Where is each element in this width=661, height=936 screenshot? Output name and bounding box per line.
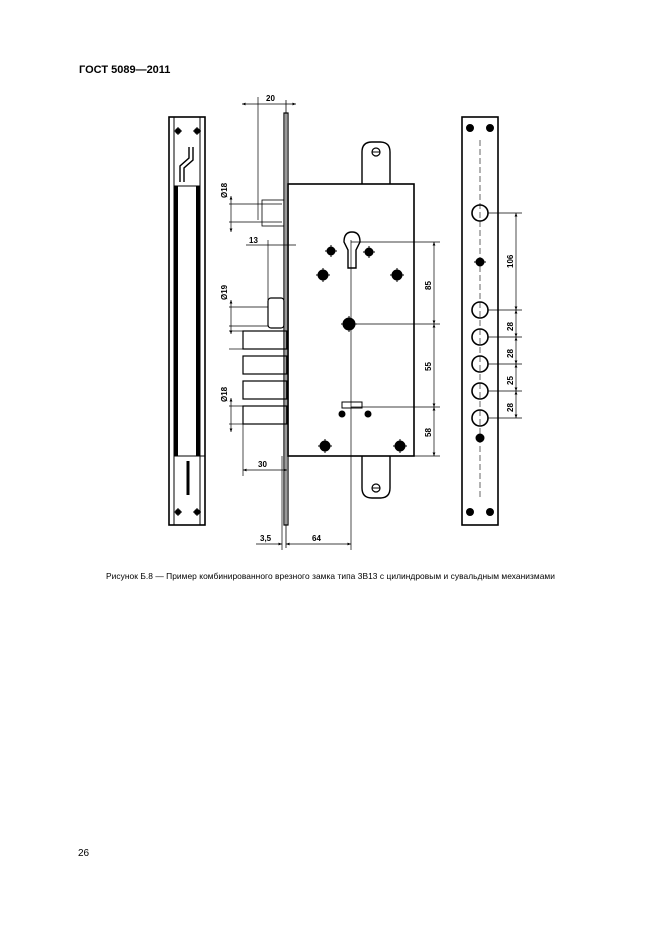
dimension-labels	[220, 94, 515, 543]
dim-30-label: 30	[258, 460, 267, 469]
dim-dia19-label: Ø19	[220, 284, 229, 300]
lock-body-screws	[316, 148, 407, 492]
document-header: ГОСТ 5089—2011	[79, 64, 171, 76]
dim-58-label: 58	[424, 428, 433, 437]
dim-pitch-25-label: 25	[506, 376, 515, 385]
dim-dia18-top-label: Ø18	[220, 182, 229, 198]
left-faceplate-side-view	[169, 117, 205, 525]
dimension-lines	[231, 97, 440, 550]
dim-pitch-28c-label: 28	[506, 403, 515, 412]
right-faceplate-front-view	[462, 117, 498, 525]
figure-caption: Рисунок Б.8 — Пример комбинированного врезного замка типа 3В13 с цилиндровым и сувальдным механизмами	[106, 571, 555, 581]
dim-13-label: 13	[249, 236, 258, 245]
dim-20-label: 20	[266, 94, 275, 103]
dim-55-label: 55	[424, 362, 433, 371]
dim-106-label: 106	[506, 254, 515, 268]
dim-pitch-28a-label: 28	[506, 322, 515, 331]
page-number: 26	[78, 848, 90, 859]
right-dimension-lines	[488, 213, 522, 418]
dim-dia18-bottom-label: Ø18	[220, 386, 229, 402]
dim-3-5-label: 3,5	[260, 534, 272, 543]
dim-pitch-28b-label: 28	[506, 349, 515, 358]
dim-85-label: 85	[424, 281, 433, 290]
dim-64-label: 64	[312, 534, 321, 543]
